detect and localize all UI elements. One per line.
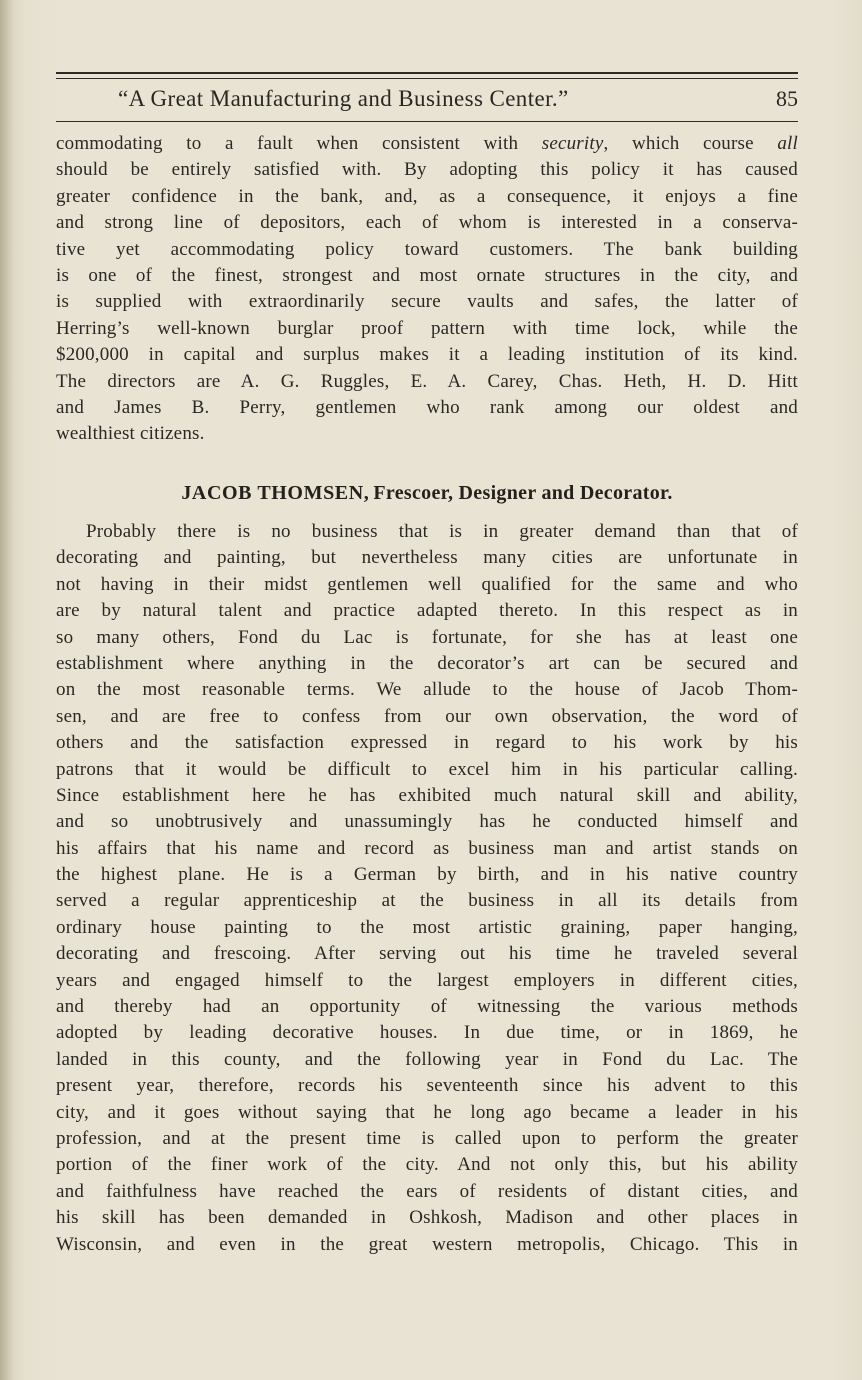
page-number: 85 xyxy=(776,86,798,111)
text-line: Since establishment here he has exhibited much natural skill and ability, xyxy=(56,784,798,806)
text-line: patrons that it would be difficult to excel him in his particular calling. xyxy=(56,758,798,780)
running-head-title: “A Great Manufacturing and Business Center.” xyxy=(118,86,569,111)
text-line: The directors are A. G. Ruggles, E. A. Carey, Chas. Heth, H. D. Hitt xyxy=(56,370,798,392)
page-gutter-shadow xyxy=(0,0,14,1380)
paragraph-bank xyxy=(56,131,798,448)
text-line: others and the satisfaction expressed in regard to his work by his xyxy=(56,732,798,754)
text-line: present year, therefore, records his seventeenth since his advent to this xyxy=(56,1075,798,1097)
text-line: wealthiest citizens. xyxy=(56,423,205,445)
text-line: not having in their midst gentlemen well qualified for the same and who xyxy=(56,573,798,595)
text-line: greater confidence in the bank, and, as a consequence, it enjoys a fine xyxy=(56,185,798,207)
section-heading-role: Frescoer, Designer and Decorator. xyxy=(373,482,673,504)
text-line: and James B. Perry, gentlemen who rank among our oldest and xyxy=(56,396,798,418)
text-line: adopted by leading decorative houses. In due time, or in 1869, he xyxy=(56,1022,798,1044)
text-line: his skill has been demanded in Oshkosh, Madison and other places in xyxy=(56,1207,798,1229)
text-line: commodating to a fault when consistent with security, which course all xyxy=(56,133,798,154)
header-underline xyxy=(56,121,798,122)
text-line: Wisconsin, and even in the great western metropolis, Chicago. This in xyxy=(56,1233,798,1255)
text-line: $200,000 in capital and surplus makes it a leading institution of its kind. xyxy=(56,344,798,366)
text-line: Herring’s well-known burglar proof pattern with time lock, while the xyxy=(56,317,798,339)
section-heading-name: JACOB THOMSEN, xyxy=(181,482,370,504)
text-line: his affairs that his name and record as business man and artist stands on xyxy=(56,837,798,859)
text-line: on the most reasonable terms. We allude to the house of Jacob Thom- xyxy=(56,679,798,701)
text-line: should be entirely satisfied with. By adopting this policy it has caused xyxy=(56,159,798,181)
text-line: so many others, Fond du Lac is fortunate, for she has at least one xyxy=(56,626,798,648)
section-heading xyxy=(56,482,798,512)
text-line: tive yet accommodating policy toward customers. The bank building xyxy=(56,238,798,260)
text-line: decorating and painting, but nevertheless many cities are unfortunate in xyxy=(56,547,798,569)
text-line: ordinary house painting to the most artistic graining, paper hanging, xyxy=(56,916,798,938)
text-line: are by natural talent and practice adapted thereto. In this respect as in xyxy=(56,600,798,622)
text-line: years and engaged himself to the largest employers in different cities, xyxy=(56,969,798,991)
emphasis-security: security xyxy=(541,133,604,154)
text-line: establishment where anything in the decorator’s art can be secured and xyxy=(56,652,798,674)
text-line: served a regular apprenticeship at the business in all its details from xyxy=(56,890,798,912)
header-rule-thin xyxy=(56,78,798,79)
text-line: and thereby had an opportunity of witnessing the various methods xyxy=(56,996,798,1018)
text-line: is supplied with extraordinarily secure vaults and safes, the latter of xyxy=(56,291,798,313)
text-line: the highest plane. He is a German by birth, and in his native country xyxy=(56,864,798,886)
text-line: and strong line of depositors, each of whom is interested in a conserva- xyxy=(56,212,798,234)
text-line: sen, and are free to confess from our own observation, the word of xyxy=(56,705,798,727)
emphasis-all: all xyxy=(777,133,798,154)
text-line: and faithfulness have reached the ears of residents of distant cities, and xyxy=(56,1180,798,1202)
text-line: decorating and frescoing. After serving out his time he traveled several xyxy=(56,943,798,965)
text-line: city, and it goes without saying that he long ago became a leader in his xyxy=(56,1101,798,1123)
paragraph-thomsen xyxy=(56,519,798,1258)
running-head xyxy=(56,84,798,118)
text-line: Probably there is no business that is in greater demand than that of xyxy=(86,521,798,542)
header-rule-thick xyxy=(56,72,798,74)
text-line: portion of the finer work of the city. And not only this, but his ability xyxy=(56,1154,798,1176)
text-line: profession, and at the present time is called upon to perform the greater xyxy=(56,1127,798,1149)
text-line: and so unobtrusively and unassumingly has he conducted himself and xyxy=(56,811,798,833)
text-line: is one of the finest, strongest and most ornate structures in the city, and xyxy=(56,264,798,286)
text-line: landed in this county, and the following year in Fond du Lac. The xyxy=(56,1048,798,1070)
